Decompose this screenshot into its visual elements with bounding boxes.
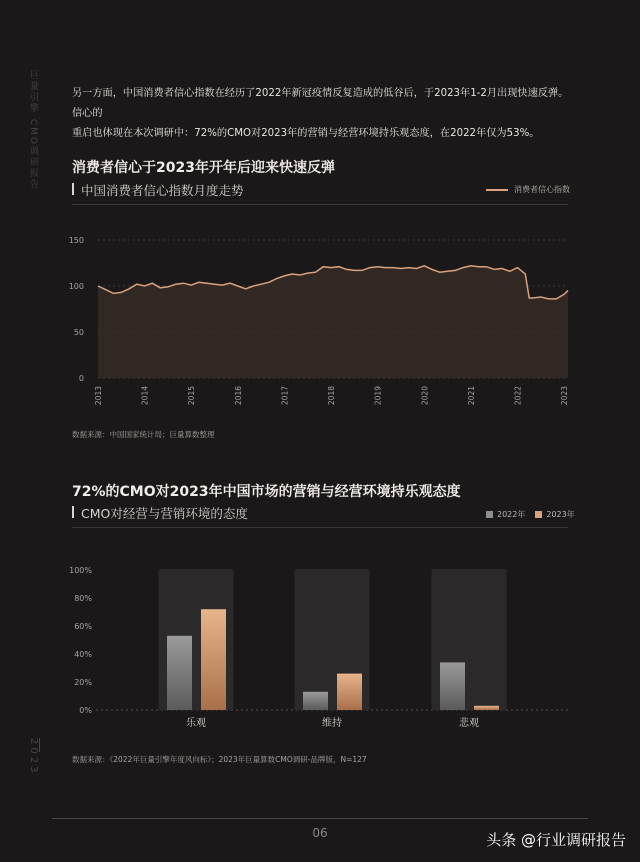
side-year: 2023 bbox=[28, 738, 39, 776]
y-tick-label: 0 bbox=[78, 374, 84, 383]
x-tick-label: 2015 bbox=[187, 386, 197, 406]
line-legend-label: 消费者信心指数 bbox=[514, 185, 570, 194]
section2-subtitle: CMO对经营与营销环境的态度 bbox=[72, 504, 248, 522]
x-tick-label: 2020 bbox=[420, 386, 430, 406]
section2-source: 数据来源：《2022年巨量引擎年度风向标》；2023年巨量算数CMO调研-品牌版，N=127 bbox=[72, 755, 367, 764]
cmo-attitude-bar-chart bbox=[60, 558, 580, 736]
x-tick-label: 2022 bbox=[513, 386, 523, 406]
section1-title: 消费者信心于2023年开年后迎来快速反弹 bbox=[72, 160, 335, 176]
x-tick-label: 2018 bbox=[327, 386, 337, 406]
intro-paragraph bbox=[72, 84, 572, 144]
bar-category-label: 悲观 bbox=[459, 718, 479, 729]
x-tick-label: 2023 bbox=[560, 386, 570, 406]
bar-category-label: 维持 bbox=[322, 718, 342, 729]
intro-line-2: 重启也体现在本次调研中：72%的CMO对2023年的营销与经营环境持乐观态度，在2022年仅为53%。 bbox=[72, 128, 540, 139]
bar-2022 bbox=[303, 692, 328, 710]
y-tick-label: 50 bbox=[73, 328, 84, 337]
bar-y-tick-label: 100% bbox=[69, 566, 92, 575]
legend-2022-swatch bbox=[486, 511, 493, 518]
bar-legend bbox=[486, 509, 575, 520]
bar-y-tick-label: 80% bbox=[74, 594, 92, 603]
x-tick-label: 2019 bbox=[373, 386, 383, 406]
footer-rule bbox=[52, 818, 588, 819]
bar-2023 bbox=[337, 674, 362, 710]
legend-2023-swatch bbox=[535, 511, 542, 518]
section2-rule bbox=[72, 527, 568, 528]
section1-rule bbox=[72, 204, 568, 205]
intro-line-1: 另一方面，中国消费者信心指数在经历了2022年新冠疫情反复造成的低谷后，于2023年1-2月出现快速反弹。信心的 bbox=[72, 88, 569, 119]
bar-category-label: 乐观 bbox=[186, 718, 206, 729]
x-tick-label: 2017 bbox=[280, 386, 290, 406]
watermark: 头条 @行业调研报告 bbox=[486, 831, 626, 849]
page-number: 06 bbox=[312, 826, 328, 840]
section2-title: 72%的CMO对2023年中国市场的营销与经营环境持乐观态度 bbox=[72, 484, 461, 500]
y-tick-label: 100 bbox=[68, 282, 84, 291]
x-tick-label: 2014 bbox=[140, 386, 150, 406]
section1-source: 数据来源：中国国家统计局；巨量算数整理 bbox=[72, 430, 215, 439]
x-tick-label: 2016 bbox=[233, 386, 243, 406]
x-tick-label: 2021 bbox=[466, 386, 476, 406]
bar-y-tick-label: 20% bbox=[74, 678, 92, 687]
confidence-line-chart bbox=[60, 228, 580, 418]
side-report-label: 巨量引擎 CMO调研报告 bbox=[28, 70, 38, 190]
legend-2023-label: 2023年 bbox=[546, 510, 575, 519]
y-tick-label: 150 bbox=[68, 236, 84, 245]
bar-y-tick-label: 0% bbox=[79, 706, 92, 715]
confidence-area-fill bbox=[98, 266, 568, 378]
bar-2023 bbox=[474, 706, 499, 710]
bar-2022 bbox=[167, 636, 192, 710]
line-legend-swatch bbox=[486, 189, 508, 191]
bar-y-tick-label: 40% bbox=[74, 650, 92, 659]
legend-2022-label: 2022年 bbox=[497, 510, 526, 519]
side-divider bbox=[39, 738, 40, 752]
bar-2023 bbox=[201, 609, 226, 710]
bar-2022 bbox=[440, 662, 465, 710]
line-legend bbox=[486, 184, 570, 195]
x-tick-label: 2013 bbox=[94, 386, 103, 406]
section1-subtitle: 中国消费者信心指数月度走势 bbox=[72, 181, 244, 199]
bar-y-tick-label: 60% bbox=[74, 622, 92, 631]
